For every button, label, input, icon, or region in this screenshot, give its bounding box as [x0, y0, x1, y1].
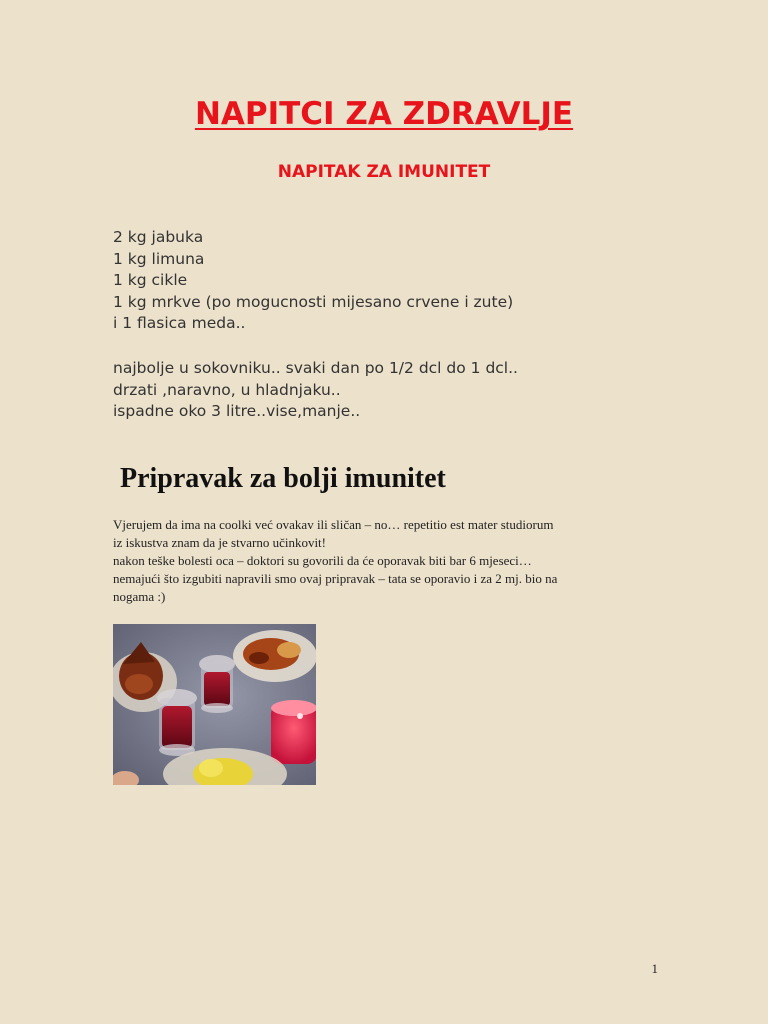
drink-photo: [113, 624, 316, 785]
page-title: NAPITCI ZA ZDRAVLJE: [194, 96, 574, 132]
ingredient-line: 1 kg cikle: [113, 271, 188, 290]
ingredient-line: i 1 flasica meda..: [113, 314, 246, 333]
page-number: 1: [651, 961, 658, 976]
instruction-line: najbolje u sokovniku.. svaki dan po 1/2 dcl do 1 dcl..: [113, 359, 518, 377]
instruction-line: drzati ,naravno, u hladnjaku..: [113, 380, 341, 399]
ingredient-line: 2 kg jabuka: [113, 228, 204, 246]
drink-photo-illustration: [113, 624, 316, 785]
ingredients-list: [113, 227, 673, 335]
description-paragraph: [113, 516, 653, 606]
recipe-subtitle: NAPITAK ZA IMUNITET: [277, 162, 491, 182]
paragraph-line: nogama :): [113, 589, 166, 604]
paragraph-line: Vjerujem da ima na coolki već ovakav ili sličan – no… repetitio est mater studiorum: [113, 517, 554, 532]
instruction-line: ispadne oko 3 litre..vise,manje..: [113, 402, 361, 421]
ingredient-line: 1 kg mrkve (po mogucnosti mijesano crvene i zute): [113, 292, 514, 311]
paragraph-line: iz iskustva znam da je stvarno učinkovit!: [113, 535, 327, 550]
paragraph-line: nemajući što izgubiti napravili smo ovaj pripravak – tata se oporavio i za 2 mj. bio na: [113, 571, 558, 586]
paragraph-line: nakon teške bolesti oca – doktori su govorili da će oporavak biti bar 6 mjeseci…: [113, 553, 532, 568]
instructions-block: [113, 358, 673, 423]
ingredient-line: 1 kg limuna: [113, 249, 205, 268]
section-heading: Pripravak za bolji imunitet: [120, 463, 446, 494]
